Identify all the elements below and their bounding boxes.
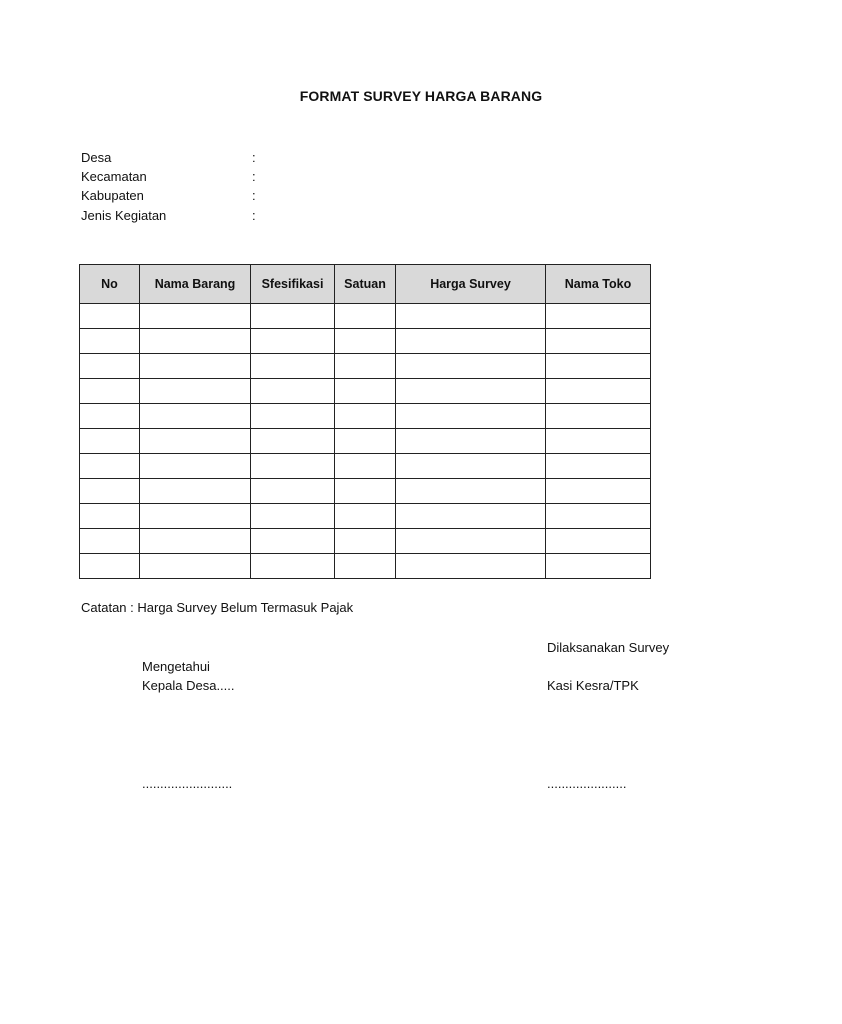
table-cell [80, 504, 140, 529]
header-harga-survey: Harga Survey [396, 265, 546, 304]
page-title: FORMAT SURVEY HARGA BARANG [299, 88, 543, 104]
table-cell [140, 429, 251, 454]
table-cell [251, 554, 335, 579]
table-row [80, 504, 651, 529]
table-cell [251, 504, 335, 529]
note-text: Catatan : Harga Survey Belum Termasuk Pajak [81, 600, 354, 615]
table-cell [80, 329, 140, 354]
table-cell [335, 379, 396, 404]
left-signature-line: ......................... [142, 776, 233, 791]
table-row [80, 304, 651, 329]
table-cell [251, 479, 335, 504]
table-cell [396, 429, 546, 454]
table-body [80, 304, 651, 579]
table-cell [335, 529, 396, 554]
field-label: Kabupaten [81, 188, 144, 203]
header-nama-toko: Nama Toko [546, 265, 651, 304]
table-cell [251, 329, 335, 354]
table-header-row [80, 265, 651, 304]
table-cell [396, 354, 546, 379]
right-signature-line: ...................... [547, 776, 627, 791]
table-cell [335, 404, 396, 429]
field-colon: : [252, 150, 256, 165]
table-cell [140, 329, 251, 354]
table-cell [396, 554, 546, 579]
table-cell [396, 379, 546, 404]
table-row [80, 329, 651, 354]
table-cell [546, 354, 651, 379]
table-cell [251, 429, 335, 454]
field-colon: : [252, 208, 256, 223]
table-cell [396, 529, 546, 554]
table-row [80, 454, 651, 479]
table-cell [80, 529, 140, 554]
table-cell [80, 554, 140, 579]
table-row [80, 479, 651, 504]
table-row [80, 554, 651, 579]
table-cell [546, 404, 651, 429]
table-cell [335, 454, 396, 479]
table-cell [546, 504, 651, 529]
table-cell [396, 454, 546, 479]
table-cell [140, 454, 251, 479]
table-cell [335, 304, 396, 329]
right-signature-title: Dilaksanakan Survey [547, 640, 670, 655]
table-cell [251, 454, 335, 479]
header-nama-barang: Nama Barang [140, 265, 251, 304]
table-cell [140, 404, 251, 429]
table-cell [140, 379, 251, 404]
table-cell [396, 304, 546, 329]
table-cell [396, 404, 546, 429]
table-cell [80, 479, 140, 504]
table-cell [140, 354, 251, 379]
table-row [80, 529, 651, 554]
table-cell [80, 454, 140, 479]
right-signature-role: Kasi Kesra/TPK [547, 678, 639, 693]
table-cell [251, 304, 335, 329]
table-cell [546, 304, 651, 329]
table-cell [546, 429, 651, 454]
table-cell [396, 504, 546, 529]
table-row [80, 354, 651, 379]
table-cell [80, 354, 140, 379]
field-kabupaten [81, 186, 256, 206]
table-cell [251, 354, 335, 379]
table-cell [546, 454, 651, 479]
field-label: Desa [81, 150, 112, 165]
table-cell [335, 554, 396, 579]
field-desa [81, 148, 256, 168]
table-cell [251, 379, 335, 404]
field-colon: : [252, 169, 256, 184]
table-row [80, 404, 651, 429]
table-cell [335, 329, 396, 354]
table-cell [396, 329, 546, 354]
table-cell [546, 529, 651, 554]
header-no: No [80, 265, 140, 304]
table-cell [80, 404, 140, 429]
table-cell [546, 479, 651, 504]
field-kecamatan [81, 167, 256, 187]
table-row [80, 379, 651, 404]
left-signature-title: Mengetahui [142, 659, 210, 674]
table-cell [140, 479, 251, 504]
header-sfesifikasi: Sfesifikasi [251, 265, 335, 304]
field-colon: : [252, 188, 256, 203]
table-cell [546, 329, 651, 354]
table-cell [396, 479, 546, 504]
field-label: Kecamatan [81, 169, 147, 184]
header-satuan: Satuan [335, 265, 396, 304]
table-cell [80, 429, 140, 454]
field-jenis-kegiatan [81, 206, 256, 226]
field-label: Jenis Kegiatan [81, 208, 167, 223]
table-cell [140, 304, 251, 329]
survey-table [79, 264, 651, 579]
table-cell [140, 504, 251, 529]
table-cell [546, 379, 651, 404]
table-cell [80, 379, 140, 404]
table-cell [335, 504, 396, 529]
table-cell [140, 529, 251, 554]
table-cell [335, 479, 396, 504]
left-signature-role: Kepala Desa..... [142, 678, 235, 693]
table-cell [251, 404, 335, 429]
table-cell [335, 429, 396, 454]
table-row [80, 429, 651, 454]
table-cell [140, 554, 251, 579]
table-cell [80, 304, 140, 329]
table-cell [335, 354, 396, 379]
table-cell [546, 554, 651, 579]
table-cell [251, 529, 335, 554]
